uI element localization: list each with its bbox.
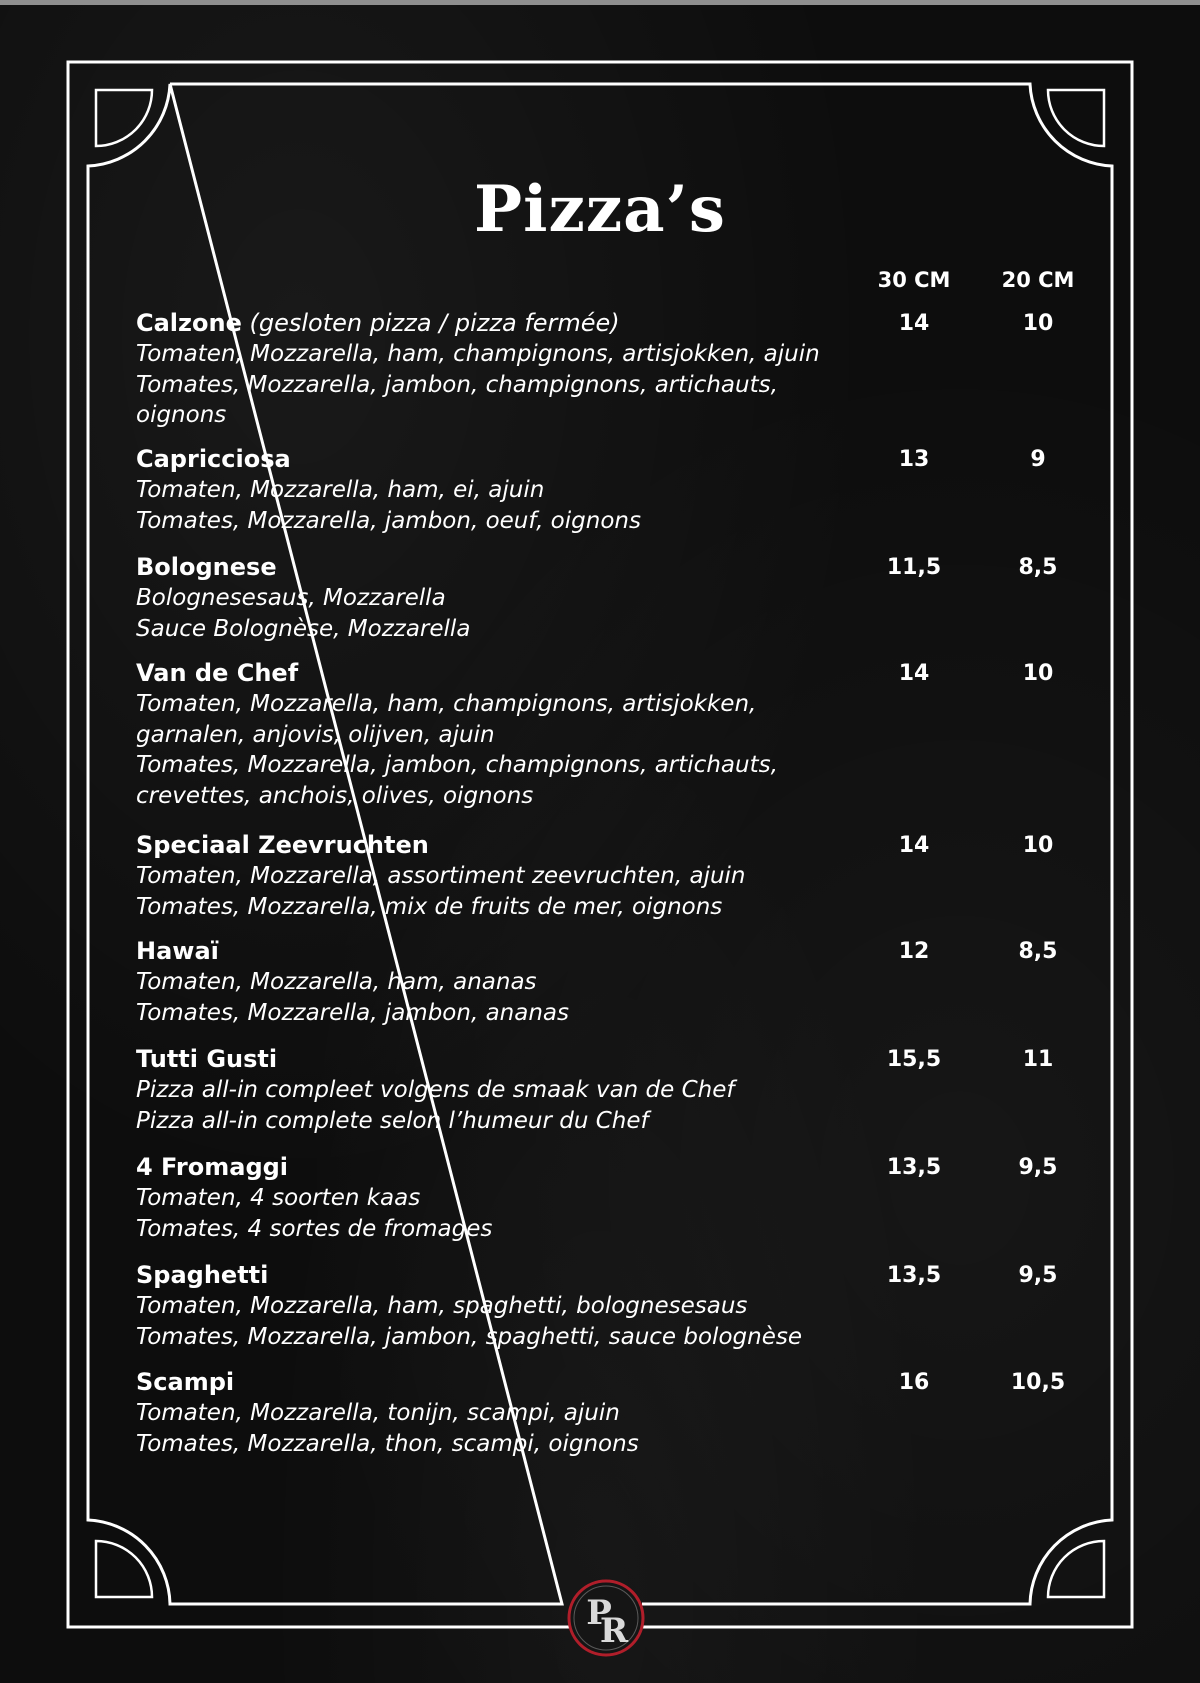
item-description-nl: Tomaten, Mozzarella, ham, champignons, artisjokken, ajuin	[136, 341, 820, 367]
item-description-nl: Tomaten, 4 soorten kaas	[136, 1185, 421, 1211]
price-20cm: 10,5	[1010, 1370, 1066, 1395]
column-header-20cm: 20 CM	[1001, 268, 1075, 292]
item-description-fr: Sauce Bolognèse, Mozzarella	[136, 615, 471, 642]
price-20cm: 10	[1022, 833, 1054, 858]
price-20cm: 10	[1022, 311, 1054, 336]
menu-item-4-fromaggi	[136, 1151, 1136, 1244]
item-description-nl: Tomaten, Mozzarella, ham, champignons, artisjokken, garnalen, anjovis, olijven, ajuin	[136, 691, 757, 748]
item-description-nl: Tomaten, Mozzarella, tonijn, scampi, ajuin	[136, 1400, 620, 1426]
menu-item-tutti-gusti	[136, 1043, 1136, 1136]
price-20cm: 9	[1030, 447, 1046, 472]
item-name: Bolognese	[136, 553, 277, 581]
price-30cm: 13,5	[886, 1263, 942, 1288]
price-30cm: 14	[898, 661, 930, 686]
item-description-fr: Tomates, Mozzarella, jambon, spaghetti, sauce bolognèse	[136, 1323, 802, 1350]
item-name: Tutti Gusti	[136, 1045, 278, 1073]
price-30cm: 16	[898, 1370, 930, 1395]
corner-ornament-top-left	[96, 90, 152, 146]
item-name: Calzone	[136, 309, 242, 337]
item-description-nl: Pizza all-in compleet volgens de smaak van de Chef	[136, 1077, 735, 1103]
item-name: Hawaï	[136, 937, 219, 965]
logo-letter-p: P	[586, 1593, 612, 1633]
menu-item-van-de-chef	[136, 657, 1136, 811]
item-name: Spaghetti	[136, 1261, 269, 1289]
price-30cm: 15,5	[886, 1047, 942, 1072]
restaurant-logo	[566, 1578, 646, 1658]
item-description-nl: Tomaten, Mozzarella, assortiment zeevruchten, ajuin	[136, 863, 746, 889]
item-description-fr: Tomates, Mozzarella, jambon, champignons, artichauts, crevettes, anchois, olives, oignons	[136, 752, 778, 809]
price-30cm: 11,5	[886, 555, 942, 580]
item-note: (gesloten pizza / pizza fermée)	[249, 309, 620, 337]
menu-item-scampi	[136, 1366, 1136, 1459]
item-description-fr: Tomates, Mozzarella, mix de fruits de mer, oignons	[136, 893, 723, 920]
corner-ornament-bottom-right	[1048, 1541, 1104, 1597]
menu-item-bolognese	[136, 551, 1136, 644]
item-description-nl: Tomaten, Mozzarella, ham, spaghetti, bolognesesaus	[136, 1293, 748, 1319]
price-20cm: 9,5	[1018, 1155, 1058, 1180]
menu-item-speciaal-zeevruchten	[136, 829, 1136, 922]
item-description-fr: Pizza all-in complete selon l’humeur du Chef	[136, 1107, 649, 1134]
item-description-nl: Tomaten, Mozzarella, ham, ei, ajuin	[136, 477, 545, 503]
price-20cm: 9,5	[1018, 1263, 1058, 1288]
price-20cm: 10	[1022, 661, 1054, 686]
price-30cm: 14	[898, 833, 930, 858]
item-name: Scampi	[136, 1368, 235, 1396]
item-description-fr: Tomates, 4 sortes de fromages	[136, 1215, 493, 1242]
price-30cm: 13,5	[886, 1155, 942, 1180]
price-30cm: 12	[898, 939, 930, 964]
menu-item-calzone	[136, 307, 1136, 431]
item-name: Speciaal Zeevruchten	[136, 831, 429, 859]
item-description-nl: Bolognesesaus, Mozzarella	[136, 585, 446, 611]
item-description-nl: Tomaten, Mozzarella, ham, ananas	[136, 969, 537, 995]
item-name: Van de Chef	[136, 659, 299, 687]
price-20cm: 11	[1022, 1047, 1054, 1072]
menu-item-spaghetti	[136, 1259, 1136, 1352]
menu-item-capricciosa	[136, 443, 1136, 536]
item-name: 4 Fromaggi	[136, 1153, 289, 1181]
item-description-fr: Tomates, Mozzarella, thon, scampi, oignons	[136, 1430, 639, 1457]
item-description-fr: Tomates, Mozzarella, jambon, champignons, artichauts, oignons	[136, 371, 778, 428]
corner-ornament-top-right	[1048, 90, 1104, 146]
page-title: Pizza’s	[474, 172, 726, 247]
item-name: Capricciosa	[136, 445, 291, 473]
price-30cm: 14	[898, 311, 930, 336]
item-description-fr: Tomates, Mozzarella, jambon, ananas	[136, 999, 569, 1026]
column-header-30cm: 30 CM	[877, 268, 951, 292]
corner-ornament-bottom-left	[96, 1541, 152, 1597]
price-20cm: 8,5	[1018, 939, 1058, 964]
price-20cm: 8,5	[1018, 555, 1058, 580]
menu-item-hawai	[136, 935, 1136, 1028]
price-30cm: 13	[898, 447, 930, 472]
logo-letter-r: R	[599, 1611, 629, 1651]
item-description-fr: Tomates, Mozzarella, jambon, oeuf, oignons	[136, 507, 641, 534]
